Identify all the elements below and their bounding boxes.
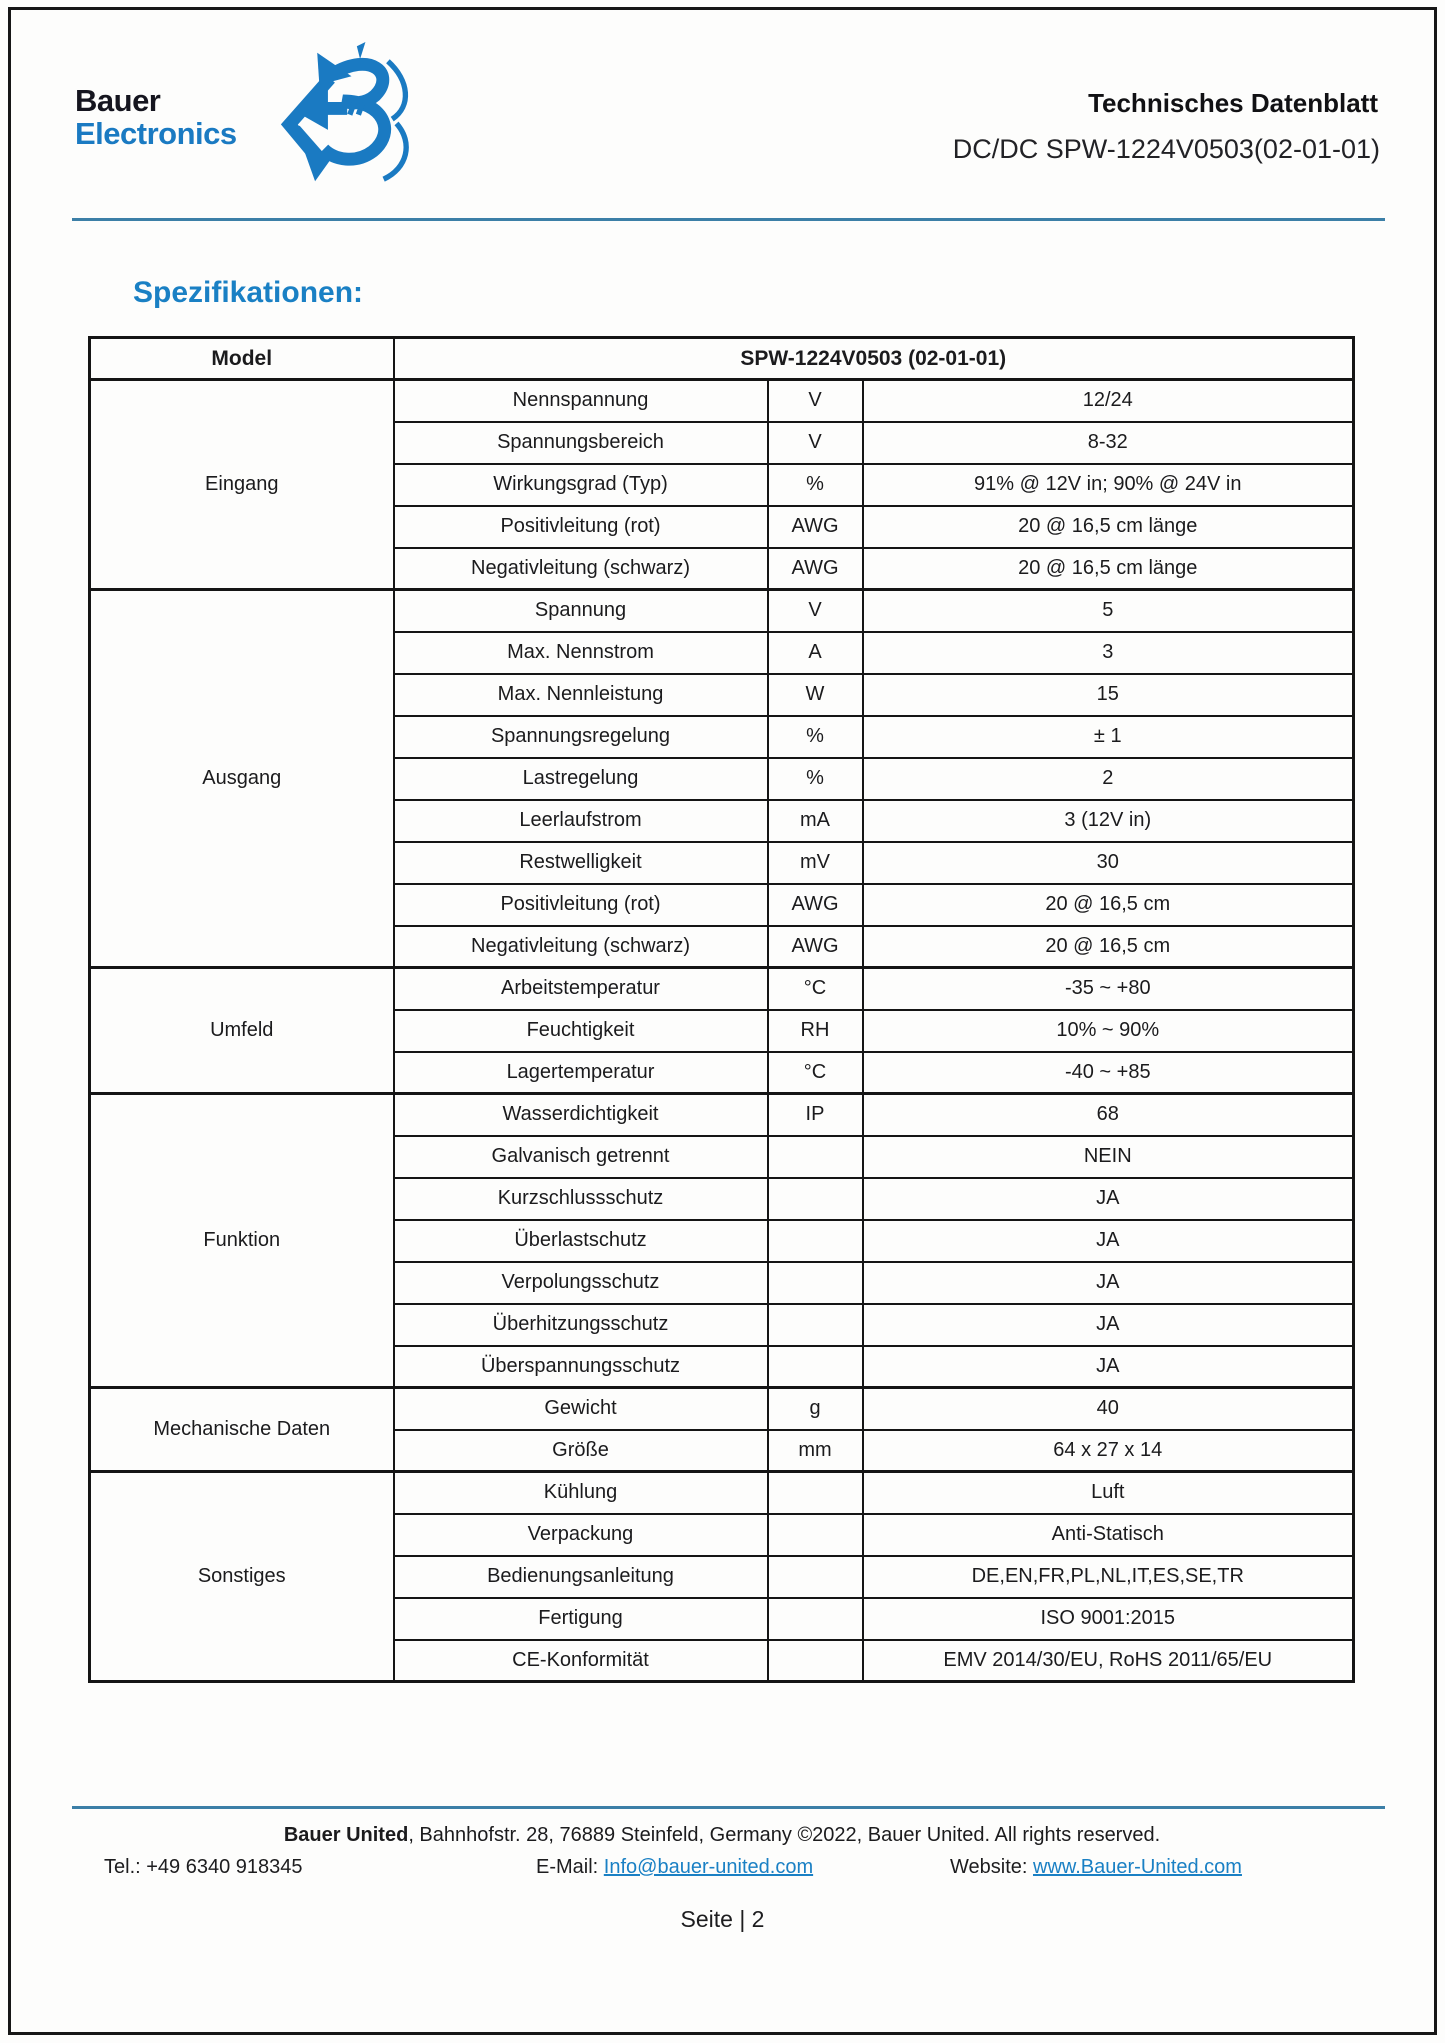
footer-address [72, 1824, 1372, 1847]
unit-cell: V [768, 422, 863, 464]
unit-cell [768, 1136, 863, 1178]
category-cell: Funktion [90, 1094, 394, 1388]
email-label: E-Mail: [536, 1856, 604, 1878]
unit-cell [768, 1472, 863, 1514]
unit-cell: % [768, 464, 863, 506]
unit-cell: AWG [768, 884, 863, 926]
param-cell: Nennspannung [394, 380, 768, 422]
unit-cell: V [768, 590, 863, 632]
unit-cell [768, 1346, 863, 1388]
table-row [90, 1388, 1354, 1430]
footer-tel: Tel.: +49 6340 918345 [104, 1856, 303, 1878]
footer-company: Bauer United [283, 1824, 409, 1846]
value-cell: Anti-Statisch [863, 1514, 1354, 1556]
value-cell: 40 [863, 1388, 1354, 1430]
param-cell: Galvanisch getrennt [394, 1136, 768, 1178]
param-cell: Spannung [394, 590, 768, 632]
value-cell: 3 [863, 632, 1354, 674]
param-cell: Spannungsbereich [394, 422, 768, 464]
header-rule [72, 218, 1385, 221]
param-cell: Überlastschutz [394, 1220, 768, 1262]
model-value-cell: SPW-1224V0503 (02-01-01) [394, 338, 1354, 380]
unit-cell [768, 1178, 863, 1220]
website-label: Website: [950, 1856, 1033, 1878]
unit-cell: °C [768, 968, 863, 1010]
category-cell: Ausgang [90, 590, 394, 968]
param-cell: Negativleitung (schwarz) [394, 548, 768, 590]
param-cell: Größe [394, 1430, 768, 1472]
unit-cell [768, 1262, 863, 1304]
unit-cell: AWG [768, 926, 863, 968]
unit-cell: RH [768, 1010, 863, 1052]
unit-cell: V [768, 380, 863, 422]
param-cell: Kühlung [394, 1472, 768, 1514]
value-cell: JA [863, 1262, 1354, 1304]
footer-email [536, 1856, 813, 1879]
category-cell: Umfeld [90, 968, 394, 1094]
doc-title: Technisches Datenblatt [1088, 88, 1378, 118]
value-cell: DE,EN,FR,PL,NL,IT,ES,SE,TR [863, 1556, 1354, 1598]
value-cell: 68 [863, 1094, 1354, 1136]
param-cell: Fertigung [394, 1598, 768, 1640]
unit-cell [768, 1304, 863, 1346]
value-cell: 3 (12V in) [863, 800, 1354, 842]
brand-name-line1: Bauer [75, 83, 161, 118]
param-cell: Lastregelung [394, 758, 768, 800]
value-cell: -35 ~ +80 [863, 968, 1354, 1010]
param-cell: CE-Konformität [394, 1640, 768, 1682]
param-cell: Kurzschlussschutz [394, 1178, 768, 1220]
param-cell: Verpackung [394, 1514, 768, 1556]
param-cell: Überhitzungsschutz [394, 1304, 768, 1346]
table-row [90, 1094, 1354, 1136]
param-cell: Überspannungsschutz [394, 1346, 768, 1388]
value-cell: JA [863, 1346, 1354, 1388]
param-cell: Spannungsregelung [394, 716, 768, 758]
value-cell: 12/24 [863, 380, 1354, 422]
footer-address-rest: , Bahnhofstr. 28, 76889 Steinfeld, Germany ©2022, Bauer United. All rights reserved. [408, 1824, 1161, 1846]
param-cell: Negativleitung (schwarz) [394, 926, 768, 968]
unit-cell: mV [768, 842, 863, 884]
value-cell: ± 1 [863, 716, 1354, 758]
value-cell: JA [863, 1220, 1354, 1262]
value-cell: 20 @ 16,5 cm länge [863, 506, 1354, 548]
param-cell: Bedienungsanleitung [394, 1556, 768, 1598]
unit-cell: IP [768, 1094, 863, 1136]
footer-rule [72, 1806, 1385, 1809]
value-cell: 20 @ 16,5 cm länge [863, 548, 1354, 590]
value-cell: JA [863, 1304, 1354, 1346]
unit-cell [768, 1556, 863, 1598]
param-cell: Wasserdichtigkeit [394, 1094, 768, 1136]
brand-name-line2: Electronics [75, 116, 237, 151]
brand-logo [75, 84, 237, 150]
param-cell: Wirkungsgrad (Typ) [394, 464, 768, 506]
param-cell: Restwelligkeit [394, 842, 768, 884]
category-cell: Eingang [90, 380, 394, 590]
value-cell: -40 ~ +85 [863, 1052, 1354, 1094]
value-cell: 8-32 [863, 422, 1354, 464]
unit-cell [768, 1220, 863, 1262]
value-cell: ISO 9001:2015 [863, 1598, 1354, 1640]
value-cell: 20 @ 16,5 cm [863, 884, 1354, 926]
value-cell: NEIN [863, 1136, 1354, 1178]
model-label-cell: Model [90, 338, 394, 380]
unit-cell: A [768, 632, 863, 674]
param-cell: Positivleitung (rot) [394, 884, 768, 926]
value-cell: JA [863, 1178, 1354, 1220]
doc-subtitle: DC/DC SPW-1224V0503(02-01-01) [952, 134, 1380, 164]
param-cell: Gewicht [394, 1388, 768, 1430]
email-link[interactable]: Info@bauer-united.com [603, 1856, 814, 1878]
table-row [90, 968, 1354, 1010]
unit-cell: °C [768, 1052, 863, 1094]
table-row [90, 380, 1354, 422]
param-cell: Arbeitstemperatur [394, 968, 768, 1010]
website-link[interactable]: www.Bauer-United.com [1033, 1856, 1242, 1878]
param-cell: Lagertemperatur [394, 1052, 768, 1094]
value-cell: 64 x 27 x 14 [863, 1430, 1354, 1472]
table-row [90, 1472, 1354, 1514]
unit-cell: W [768, 674, 863, 716]
unit-cell [768, 1598, 863, 1640]
param-cell: Leerlaufstrom [394, 800, 768, 842]
table-row [90, 590, 1354, 632]
value-cell: EMV 2014/30/EU, RoHS 2011/65/EU [863, 1640, 1354, 1682]
page-number: Seite | 2 [680, 1906, 765, 1932]
model-header-row [90, 338, 1354, 380]
unit-cell: g [768, 1388, 863, 1430]
value-cell: 91% @ 12V in; 90% @ 24V in [863, 464, 1354, 506]
param-cell: Max. Nennstrom [394, 632, 768, 674]
unit-cell: AWG [768, 548, 863, 590]
section-heading: Spezifikationen: [133, 276, 364, 309]
unit-cell: AWG [768, 506, 863, 548]
brand-mark-icon [264, 42, 424, 192]
unit-cell: % [768, 758, 863, 800]
value-cell: 30 [863, 842, 1354, 884]
category-cell: Sonstiges [90, 1472, 394, 1682]
param-cell: Feuchtigkeit [394, 1010, 768, 1052]
param-cell: Verpolungsschutz [394, 1262, 768, 1304]
footer-website [950, 1856, 1242, 1879]
spec-table-body [90, 380, 1354, 1682]
value-cell: 10% ~ 90% [863, 1010, 1354, 1052]
value-cell: Luft [863, 1472, 1354, 1514]
param-cell: Positivleitung (rot) [394, 506, 768, 548]
footer-contacts [0, 1856, 1445, 1882]
value-cell: 5 [863, 590, 1354, 632]
unit-cell [768, 1514, 863, 1556]
unit-cell [768, 1640, 863, 1682]
unit-cell: mA [768, 800, 863, 842]
unit-cell: % [768, 716, 863, 758]
value-cell: 20 @ 16,5 cm [863, 926, 1354, 968]
unit-cell: mm [768, 1430, 863, 1472]
param-cell: Max. Nennleistung [394, 674, 768, 716]
spec-table [88, 336, 1355, 1683]
category-cell: Mechanische Daten [90, 1388, 394, 1472]
value-cell: 15 [863, 674, 1354, 716]
value-cell: 2 [863, 758, 1354, 800]
